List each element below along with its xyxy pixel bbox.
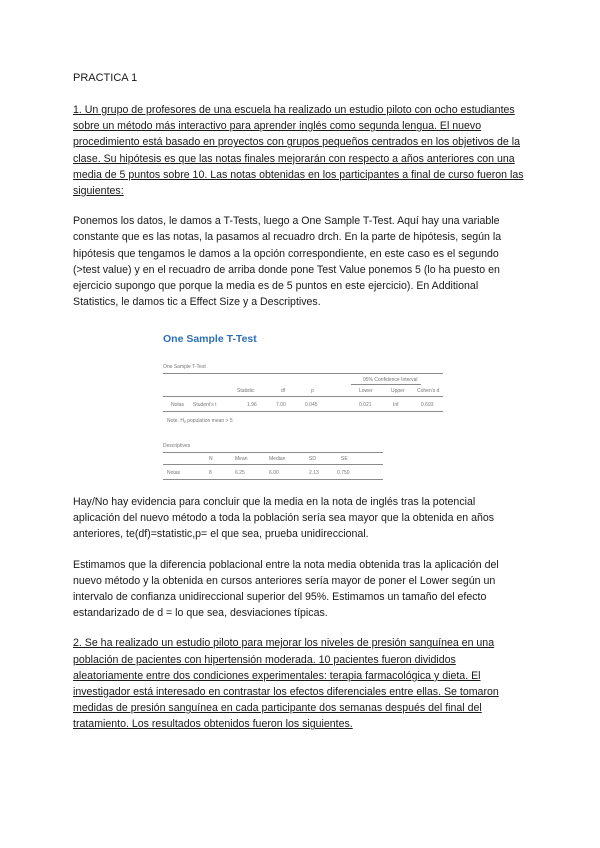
row1-df: 7.00: [276, 402, 286, 408]
col-cohens-d: Cohen's d: [417, 388, 440, 394]
table-rule: [163, 479, 383, 480]
row2-median: 6.00: [269, 470, 279, 476]
conclusions: [73, 494, 525, 747]
doc-title: PRACTICA 1: [73, 72, 138, 84]
row1-cohens-d: 0.693: [421, 402, 434, 408]
row1-statistic: 1.96: [247, 402, 257, 408]
row1-p: 0.045: [305, 402, 318, 408]
table-rule: [163, 464, 383, 465]
table-rule: [163, 373, 443, 374]
col-sd: SD: [309, 456, 316, 462]
row2-se: 0.750: [337, 470, 350, 476]
row2-mean: 6.25: [235, 470, 245, 476]
row1-lower: 0.021: [359, 402, 372, 408]
row1-test: Student's t: [193, 402, 217, 408]
document-page: [73, 71, 525, 324]
table2-caption: Descriptives: [163, 443, 191, 449]
row2-n: 8: [209, 470, 212, 476]
row1-upper: Inf: [393, 402, 399, 408]
col-se: SE: [341, 456, 348, 462]
row1-var: Notas: [171, 402, 185, 408]
conclusion-2: Estimamos que la diferencia poblacional entre la nota media obtenida tras la aplicación del nuevo método y la obtenida en cursos anteriores sería mayor de poner el Lower según un intervalo de confianza unidireccional superior del 95%. Estimamos un tamaño del efecto estandarizado de d = lo que sea, desviaciones típicas.: [73, 558, 499, 620]
col-n: N: [209, 456, 213, 462]
ci-header: 95% Confidence Interval: [363, 377, 418, 383]
col-mean: Mean: [235, 456, 248, 462]
table-rule: [163, 396, 443, 397]
table-rule: [351, 384, 421, 385]
table-rule: [163, 411, 443, 412]
col-median: Median: [269, 456, 286, 462]
table-note: Note. Hₐ population mean > 5: [167, 418, 233, 424]
col-statistic: Statistic: [237, 388, 255, 394]
jasp-title: One Sample T-Test: [163, 333, 257, 345]
question-1: 1. Un grupo de profesores de una escuela ha realizado un estudio piloto con ocho estudiantes sobre un método más interactivo para aprender inglés como segunda lengua. El nuevo procedimiento está basado en proyectos con grupos pequeños centrados en los objetivos de la clase. Su hipótesis es que las notas finales mejorarán con respecto a años anteriores con una media de 5 puntos sobre 10. Las notas obtenidas en los participantes a final de curso fueron las siguientes:: [73, 104, 524, 198]
instructions-paragraph: Ponemos los datos, le damos a T-Tests, luego a One Sample T-Test. Aquí hay una variable constante que es las notas, la pasamos al recuadro drch. En la parte de hipótesis, según la hipótesis que tengamos le damos a la opción correspondiente, en este caso es el segundo (>test value) y en el recuadro de arriba donde pone Test Value ponemos 5 (lo ha puesto en ejercicio supongo que porque la media es de 5 puntos en este ejercicio). En Additional Statistics, le damos tic a Effect Size y a Descriptives.: [73, 215, 502, 309]
table-rule: [163, 452, 383, 453]
question-2: 2. Se ha realizado un estudio piloto para mejorar los niveles de presión sanguínea en una población de pacientes con hipertensión moderada. 10 pacientes fueron divididos aleatoriamente entre dos condiciones experimentales: terapia farmacológica y dieta. El investigador está interesado en contrastar los efectos diferenciales entre ellas. Se tomaron medidas de presión sanguínea en cada participante dos semanas después del final del tratamiento. Los resultados obtenidos fueron los siguientes.: [73, 637, 499, 731]
col-upper: Upper: [391, 388, 405, 394]
table1-caption: One Sample T-Test: [163, 364, 206, 370]
col-p: p: [311, 388, 314, 394]
row2-sd: 2.13: [309, 470, 319, 476]
col-lower: Lower: [359, 388, 373, 394]
jasp-output-screenshot: [163, 333, 443, 483]
row2-var: Notas: [167, 470, 181, 476]
conclusion-1: Hay/No hay evidencia para concluir que la media en la nota de inglés tras la potencial aplicación del nuevo método a toda la población sería sea mayor que la obtenida en años anteriores, te(df)=statistic,p= el que sea, prueba unidireccional.: [73, 496, 495, 541]
col-df: df: [281, 388, 286, 394]
